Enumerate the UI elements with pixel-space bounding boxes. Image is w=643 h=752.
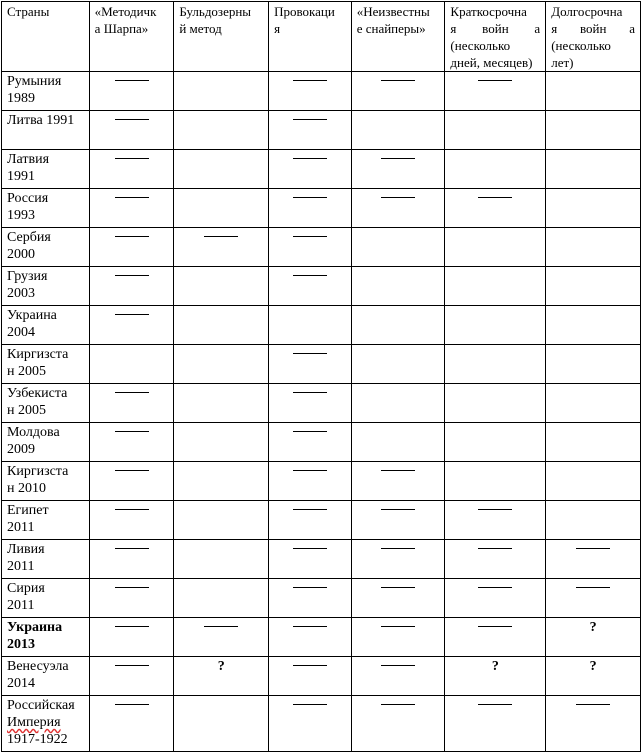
country-cell xyxy=(2,462,90,501)
column-header xyxy=(546,2,641,72)
mark-cell xyxy=(269,72,352,111)
mark-cell xyxy=(174,228,269,267)
country-line: Сирия xyxy=(7,581,45,596)
dash-mark xyxy=(293,197,327,198)
country-line: Россия xyxy=(7,191,49,206)
country-cell xyxy=(2,267,90,306)
mark-cell xyxy=(89,462,174,501)
mark-cell xyxy=(351,306,445,345)
dash-mark xyxy=(115,665,149,666)
mark-cell xyxy=(445,423,546,462)
mark-cell xyxy=(351,657,445,696)
header-line: лет) xyxy=(551,55,574,70)
mark-cell xyxy=(174,657,269,696)
mark-cell xyxy=(89,423,174,462)
dash-mark xyxy=(381,509,415,510)
mark-cell xyxy=(89,384,174,423)
country-line: Египет xyxy=(7,503,49,518)
mark-cell xyxy=(269,150,352,189)
dash-mark xyxy=(293,119,327,120)
country-cell xyxy=(2,150,90,189)
dash-mark xyxy=(381,626,415,627)
header-line: я войн а xyxy=(551,21,635,36)
mark-cell xyxy=(269,384,352,423)
dash-mark xyxy=(293,158,327,159)
dash-mark xyxy=(478,548,512,549)
country-line: н 2005 xyxy=(7,403,46,418)
country-line: н 2005 xyxy=(7,364,46,379)
dash-mark xyxy=(115,626,149,627)
mark-cell xyxy=(351,72,445,111)
dash-mark xyxy=(293,353,327,354)
dash-mark xyxy=(381,158,415,159)
dash-mark xyxy=(115,704,149,705)
mark-cell xyxy=(546,267,641,306)
table-row xyxy=(2,111,641,150)
country-line: 2011 xyxy=(7,559,35,574)
country-cell xyxy=(2,423,90,462)
table-row xyxy=(2,72,641,111)
mark-cell xyxy=(351,618,445,657)
mark-cell xyxy=(174,267,269,306)
mark-cell xyxy=(174,72,269,111)
column-header xyxy=(445,2,546,72)
mark-cell xyxy=(546,111,641,150)
mark-cell xyxy=(546,579,641,618)
country-line: 1989 xyxy=(7,91,35,106)
header-line: Провокаци xyxy=(274,4,335,19)
mark-cell xyxy=(351,150,445,189)
header-line: Краткосрочна xyxy=(450,4,527,19)
mark-cell xyxy=(174,189,269,228)
dash-mark xyxy=(115,275,149,276)
mark-cell xyxy=(174,501,269,540)
mark-cell xyxy=(445,267,546,306)
country-cell xyxy=(2,579,90,618)
column-header xyxy=(269,2,352,72)
dash-mark xyxy=(478,80,512,81)
mark-cell xyxy=(546,306,641,345)
mark-cell xyxy=(351,540,445,579)
country-line: Российская xyxy=(7,698,75,713)
mark-cell xyxy=(445,657,546,696)
dash-mark xyxy=(293,665,327,666)
mark-cell xyxy=(445,618,546,657)
dash-mark xyxy=(293,509,327,510)
dash-mark xyxy=(381,548,415,549)
dash-mark xyxy=(115,197,149,198)
mark-cell xyxy=(269,345,352,384)
country-line: 2003 xyxy=(7,286,35,301)
dash-mark xyxy=(478,626,512,627)
mark-cell xyxy=(546,540,641,579)
mark-cell xyxy=(546,150,641,189)
mark-cell xyxy=(174,540,269,579)
comparison-table xyxy=(1,1,641,752)
mark-cell xyxy=(351,384,445,423)
mark-cell xyxy=(445,189,546,228)
mark-cell xyxy=(445,228,546,267)
dash-mark xyxy=(115,80,149,81)
mark-cell xyxy=(546,228,641,267)
country-line: Империя xyxy=(7,715,61,730)
dash-mark xyxy=(381,704,415,705)
mark-cell xyxy=(445,150,546,189)
header-line: (несколько xyxy=(551,38,611,53)
dash-mark xyxy=(293,470,327,471)
mark-cell xyxy=(89,657,174,696)
mark-cell xyxy=(89,72,174,111)
country-line: Ливия xyxy=(7,542,45,557)
dash-mark xyxy=(115,548,149,549)
dash-mark xyxy=(293,275,327,276)
country-cell xyxy=(2,228,90,267)
mark-cell xyxy=(351,579,445,618)
country-line: Сербия xyxy=(7,230,51,245)
question-mark: ? xyxy=(217,659,225,674)
dash-mark xyxy=(381,470,415,471)
header-line: е снайперы» xyxy=(356,21,426,36)
mark-cell xyxy=(89,150,174,189)
dash-mark xyxy=(478,509,512,510)
mark-cell xyxy=(89,306,174,345)
mark-cell xyxy=(269,111,352,150)
mark-cell xyxy=(89,345,174,384)
mark-cell xyxy=(351,501,445,540)
mark-cell xyxy=(269,657,352,696)
dash-mark xyxy=(478,587,512,588)
mark-cell xyxy=(351,696,445,752)
table-row xyxy=(2,540,641,579)
dash-mark xyxy=(115,509,149,510)
mark-cell xyxy=(174,306,269,345)
dash-mark xyxy=(115,314,149,315)
dash-mark xyxy=(381,197,415,198)
mark-cell xyxy=(269,579,352,618)
mark-cell xyxy=(546,345,641,384)
mark-cell xyxy=(351,228,445,267)
mark-cell xyxy=(269,501,352,540)
mark-cell xyxy=(269,618,352,657)
country-cell xyxy=(2,696,90,752)
header-line: я xyxy=(274,21,281,36)
mark-cell xyxy=(269,423,352,462)
dash-mark xyxy=(293,431,327,432)
mark-cell xyxy=(269,267,352,306)
table-row xyxy=(2,618,641,657)
country-line: Узбекиста xyxy=(7,386,68,401)
country-line: 2013 xyxy=(7,637,35,652)
country-line: 1991 xyxy=(7,169,35,184)
mark-cell xyxy=(445,462,546,501)
country-line: Украина xyxy=(7,620,63,635)
dash-mark xyxy=(478,197,512,198)
mark-cell xyxy=(351,345,445,384)
mark-cell xyxy=(269,306,352,345)
country-cell xyxy=(2,306,90,345)
table-row xyxy=(2,423,641,462)
mark-cell xyxy=(546,462,641,501)
table-row xyxy=(2,462,641,501)
country-line: 1993 xyxy=(7,208,35,223)
country-cell xyxy=(2,345,90,384)
mark-cell xyxy=(445,345,546,384)
dash-mark xyxy=(381,665,415,666)
mark-cell xyxy=(351,462,445,501)
header-line: «Неизвестны xyxy=(356,4,430,19)
dash-mark xyxy=(293,80,327,81)
country-line: Киргизста xyxy=(7,347,69,362)
dash-mark xyxy=(576,548,610,549)
table-row xyxy=(2,345,641,384)
country-line: 2011 xyxy=(7,520,35,535)
country-cell xyxy=(2,189,90,228)
country-cell xyxy=(2,618,90,657)
column-header xyxy=(351,2,445,72)
mark-cell xyxy=(445,306,546,345)
mark-cell xyxy=(89,501,174,540)
header-line: Долгосрочна xyxy=(551,4,623,19)
country-line: 2011 xyxy=(7,598,35,613)
mark-cell xyxy=(445,72,546,111)
dash-mark xyxy=(204,236,238,237)
mark-cell xyxy=(174,150,269,189)
country-line: Грузия xyxy=(7,269,48,284)
country-cell xyxy=(2,72,90,111)
mark-cell xyxy=(174,618,269,657)
country-line: Латвия xyxy=(7,152,50,167)
mark-cell xyxy=(269,228,352,267)
dash-mark xyxy=(115,236,149,237)
dash-mark xyxy=(115,392,149,393)
country-line: 2009 xyxy=(7,442,35,457)
question-mark: ? xyxy=(589,620,597,635)
country-line: Литва 1991 xyxy=(7,113,75,128)
country-line: Венесуэла xyxy=(7,659,69,674)
mark-cell xyxy=(351,189,445,228)
country-line: Киргизста xyxy=(7,464,69,479)
mark-cell xyxy=(174,696,269,752)
country-line: Украина xyxy=(7,308,57,323)
table-row xyxy=(2,150,641,189)
mark-cell xyxy=(546,501,641,540)
mark-cell xyxy=(89,267,174,306)
country-cell xyxy=(2,540,90,579)
mark-cell xyxy=(351,111,445,150)
column-header xyxy=(2,2,90,72)
table-row xyxy=(2,696,641,752)
header-line: я войн а xyxy=(450,21,541,36)
table-row xyxy=(2,189,641,228)
mark-cell xyxy=(445,540,546,579)
dash-mark xyxy=(204,626,238,627)
dash-mark xyxy=(478,704,512,705)
dash-mark xyxy=(293,704,327,705)
mark-cell xyxy=(269,189,352,228)
dash-mark xyxy=(293,626,327,627)
mark-cell xyxy=(174,384,269,423)
mark-cell xyxy=(174,111,269,150)
header-line: й метод xyxy=(179,21,222,36)
country-line: 2004 xyxy=(7,325,35,340)
dash-mark xyxy=(293,548,327,549)
dash-mark xyxy=(115,587,149,588)
header-row xyxy=(2,2,641,72)
dash-mark xyxy=(115,470,149,471)
header-line: «Методичк xyxy=(94,4,157,19)
table-row xyxy=(2,501,641,540)
country-line: 1917-1922 xyxy=(7,732,68,747)
mark-cell xyxy=(174,462,269,501)
mark-cell xyxy=(546,696,641,752)
table-row xyxy=(2,384,641,423)
table-row xyxy=(2,267,641,306)
mark-cell xyxy=(445,384,546,423)
dash-mark xyxy=(576,704,610,705)
dash-mark xyxy=(115,431,149,432)
country-line: Молдова xyxy=(7,425,60,440)
mark-cell xyxy=(89,618,174,657)
header-line: Бульдозерны xyxy=(179,4,252,19)
mark-cell xyxy=(269,462,352,501)
mark-cell xyxy=(445,696,546,752)
mark-cell xyxy=(546,189,641,228)
dash-mark xyxy=(115,119,149,120)
header-line: (несколько xyxy=(450,38,511,53)
mark-cell xyxy=(351,267,445,306)
country-cell xyxy=(2,501,90,540)
table-body xyxy=(2,2,641,752)
mark-cell xyxy=(445,111,546,150)
mark-cell xyxy=(89,579,174,618)
country-cell xyxy=(2,657,90,696)
table-row xyxy=(2,579,641,618)
mark-cell xyxy=(174,423,269,462)
mark-cell xyxy=(546,423,641,462)
table-row xyxy=(2,657,641,696)
mark-cell xyxy=(445,501,546,540)
mark-cell xyxy=(445,579,546,618)
column-header xyxy=(89,2,174,72)
header-line: дней, месяцев) xyxy=(450,55,533,70)
mark-cell xyxy=(89,111,174,150)
question-mark: ? xyxy=(491,659,499,674)
dash-mark xyxy=(293,392,327,393)
table-row xyxy=(2,306,641,345)
dash-mark xyxy=(381,587,415,588)
mark-cell xyxy=(546,657,641,696)
mark-cell xyxy=(546,384,641,423)
country-line: н 2010 xyxy=(7,481,46,496)
country-line: 2014 xyxy=(7,676,35,691)
dash-mark xyxy=(293,587,327,588)
mark-cell xyxy=(89,189,174,228)
mark-cell xyxy=(546,72,641,111)
mark-cell xyxy=(89,228,174,267)
dash-mark xyxy=(115,158,149,159)
mark-cell xyxy=(89,696,174,752)
header-line: а Шарпа» xyxy=(94,21,149,36)
mark-cell xyxy=(174,579,269,618)
column-header xyxy=(174,2,269,72)
country-cell xyxy=(2,111,90,150)
dash-mark xyxy=(381,80,415,81)
mark-cell xyxy=(269,696,352,752)
table-row xyxy=(2,228,641,267)
header-line: Страны xyxy=(7,4,50,19)
mark-cell xyxy=(174,345,269,384)
mark-cell xyxy=(89,540,174,579)
mark-cell xyxy=(546,618,641,657)
country-cell xyxy=(2,384,90,423)
mark-cell xyxy=(351,423,445,462)
dash-mark xyxy=(293,236,327,237)
question-mark: ? xyxy=(589,659,597,674)
mark-cell xyxy=(269,540,352,579)
country-line: 2000 xyxy=(7,247,35,262)
country-line: Румыния xyxy=(7,74,62,89)
dash-mark xyxy=(576,587,610,588)
